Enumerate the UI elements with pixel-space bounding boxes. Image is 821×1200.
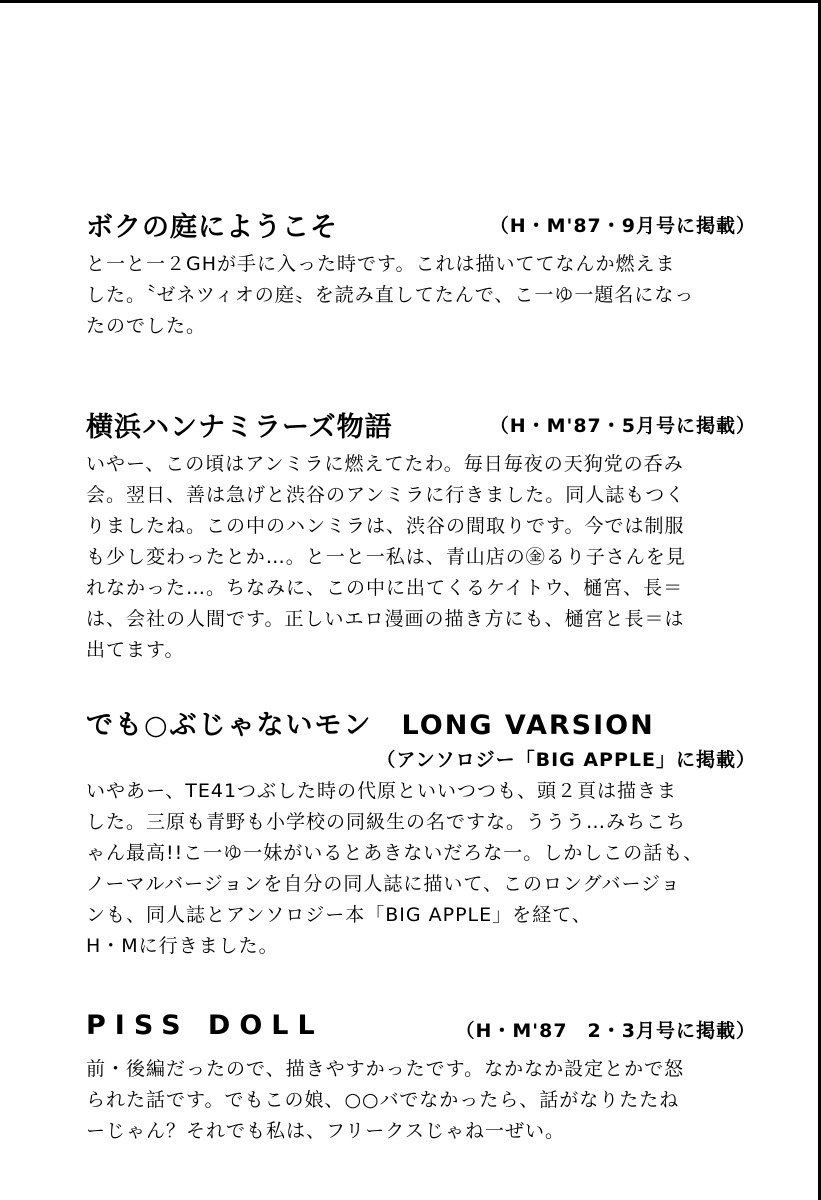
- body-line: は、会社の人間です。正しいエロ漫画の描き方にも、樋宮と長＝は: [86, 608, 685, 630]
- body-line: した。〝ゼネツィオの庭〟を読み直してたんで、こ一ゆ一題名になっ: [86, 284, 695, 306]
- body-line: ンも、同人誌とアンソロジー本「BIG APPLE」を経て、: [86, 904, 592, 926]
- body-line: H・Mに行きました。: [86, 935, 279, 957]
- body-line: られた話です。でもこの娘、○○バでなかったら、話がなりたたね: [86, 1089, 680, 1111]
- body-line: と一と一２GHが手に入った時です。これは描いててなんか燃えま: [86, 253, 676, 275]
- body-line: も少し変わったとか…。と一と一私は、青山店の㊎るり子さんを見: [86, 546, 686, 568]
- section-1-title: ボクの庭にようこそ: [86, 212, 338, 243]
- section-3-heading: [86, 703, 756, 743]
- section-3-body: [86, 776, 756, 962]
- body-line: ーじゃん？それでも私は、フリークスじゃね一ぜい。: [86, 1120, 566, 1142]
- section-4-body: [86, 1054, 756, 1147]
- section-3-source: （アンソロジー「BIG APPLE」に掲載）: [376, 749, 756, 771]
- section-2-body: [86, 449, 756, 666]
- body-line: たのでした。: [86, 315, 207, 337]
- body-line: りましたね。この中のハンミラは、渋谷の間取りです。今では制服: [86, 515, 685, 537]
- body-line: 前・後編だったので、描きやすかったです。なかなか設定とかで怒: [86, 1058, 685, 1080]
- body-line: した。三原も青野も小学校の同級生の名ですな。ううう…みちこち: [86, 811, 687, 833]
- body-line: ノーマルバージョンを自分の同人誌に描いて、このロングバージョ: [86, 873, 681, 895]
- page-border-top: [0, 0, 821, 3]
- section-2-title: 横浜ハンナミラーズ物語: [86, 412, 393, 443]
- body-line: れなかった…。ちなみに、この中に出てくるケイトウ、樋宮、長＝: [86, 577, 684, 599]
- body-line: いやあー、TE41つぶした時の代原といいつつも、頭２頁は描きま: [86, 780, 678, 802]
- section-3: [86, 703, 756, 962]
- section-3-title: でも○ぶじゃないモン LONG VARSION: [86, 710, 655, 741]
- section-4-heading: [86, 1010, 756, 1050]
- body-line: 会。翌日、善は急げと渋谷のアンミラに行きました。同人誌もつく: [86, 484, 686, 506]
- body-line: いやー、この頃はアンミラに燃えてたわ。毎日毎夜の天狗党の呑み: [86, 453, 684, 475]
- section-4: [86, 1010, 756, 1147]
- section-4-title: PISS DOLL: [86, 1010, 324, 1041]
- section-1: [86, 205, 756, 342]
- section-1-source: （H・M'87・9月号に掲載）: [489, 215, 756, 237]
- section-2-source: （H・M'87・5月号に掲載）: [489, 415, 756, 437]
- body-line: ゃん最高!!こ一ゆ一妹がいるとあきないだろな一。しかしこの話も、: [86, 842, 704, 864]
- section-1-heading: [86, 205, 756, 245]
- section-2-heading: [86, 405, 756, 445]
- section-1-body: [86, 249, 756, 342]
- body-line: 出てます。: [86, 639, 185, 661]
- section-4-source: （H・M'87 2・3月号に掲載）: [455, 1020, 756, 1042]
- section-2: [86, 405, 756, 666]
